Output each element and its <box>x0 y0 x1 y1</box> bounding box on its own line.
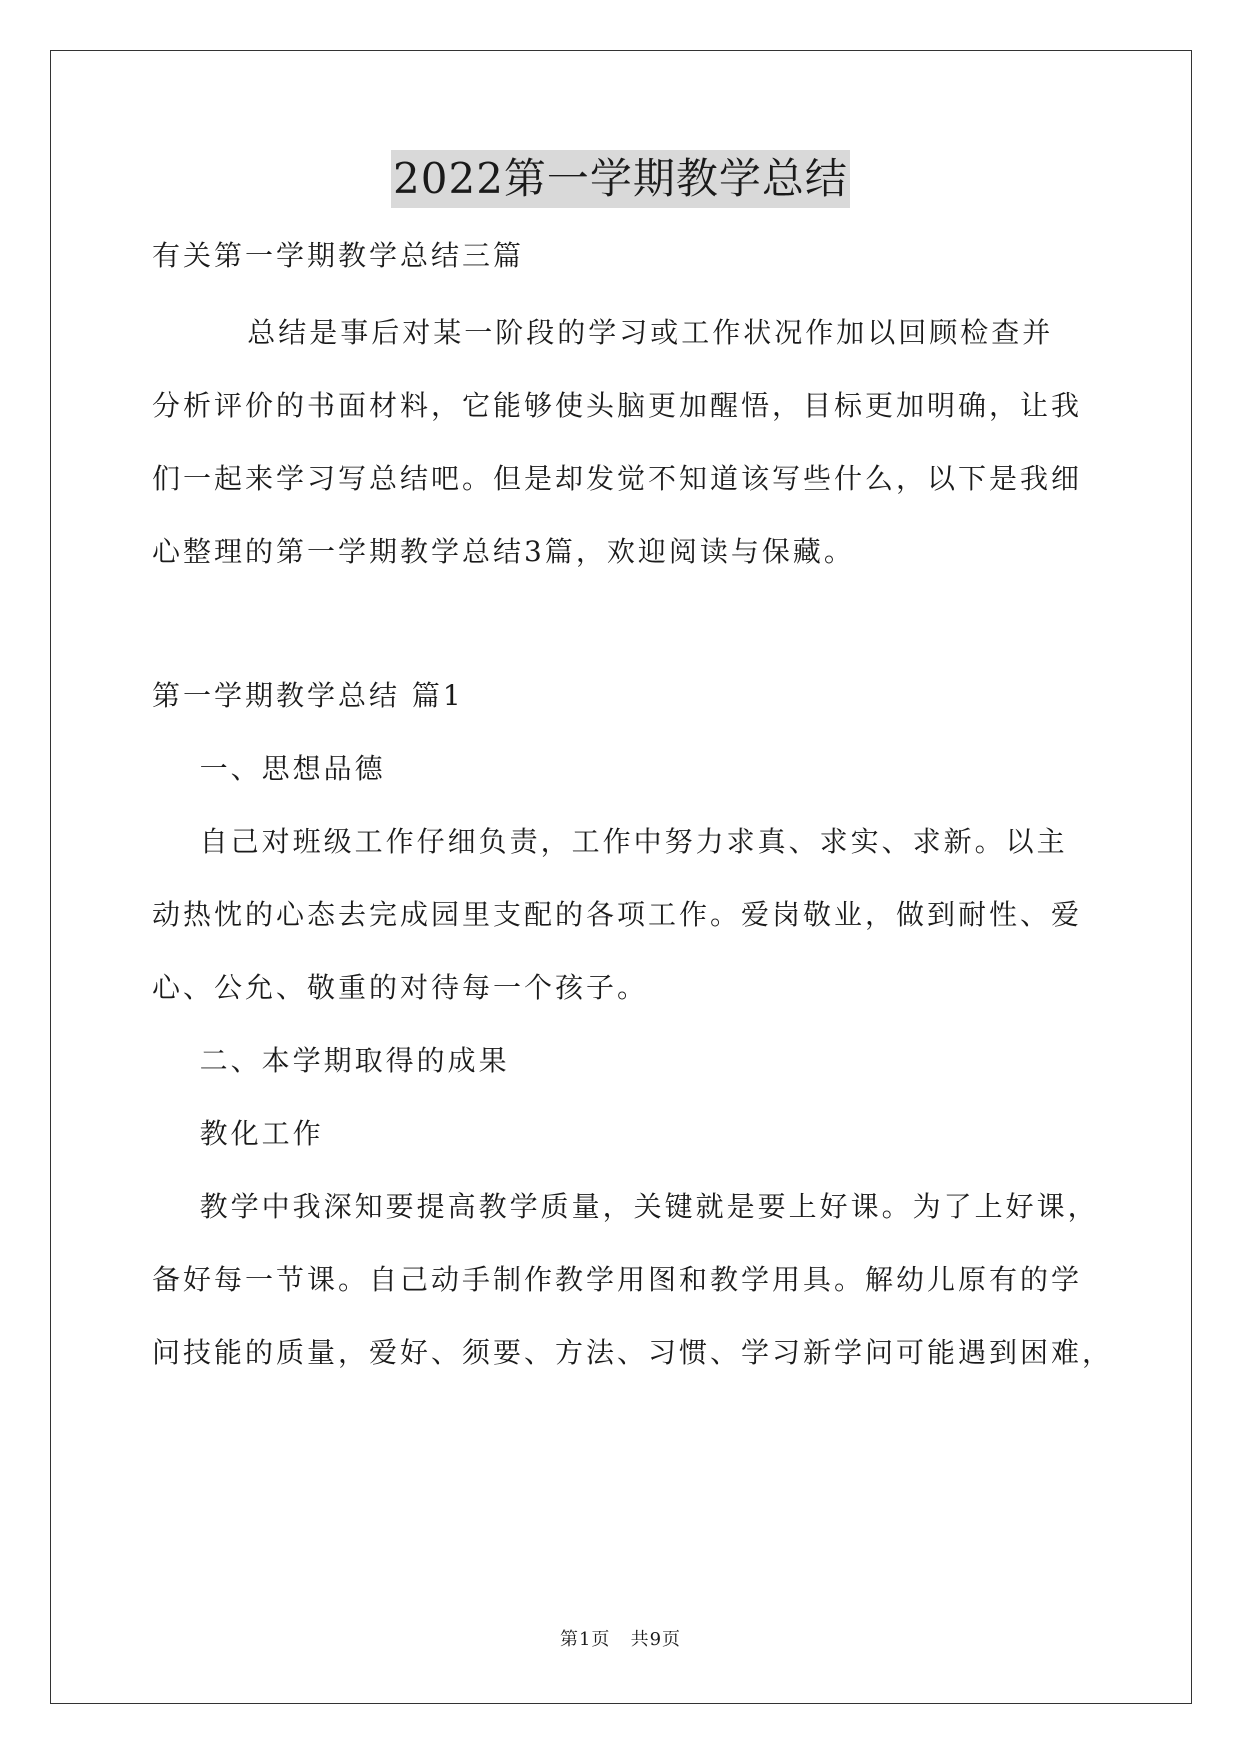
body-line: 动热忱的心态去完成园里支配的各项工作。爱岗敬业，做到耐性、爱 <box>152 898 1083 931</box>
body-line: 自己对班级工作仔细负责，工作中努力求真、求实、求新。以主 <box>152 825 1068 858</box>
page-footer <box>0 1628 1241 1652</box>
document-title-text: 2022第一学期教学总结 <box>391 150 850 208</box>
body-line: 备好每一节课。自己动手制作教学用图和教学用具。解幼儿原有的学 <box>152 1263 1083 1296</box>
subsection-heading: 教化工作 <box>152 1117 324 1150</box>
subsection-heading: 一、思想品德 <box>152 752 386 785</box>
body-line: 问技能的质量，爱好、须要、方法、习惯、学习新学问可能遇到困难， <box>152 1336 1114 1369</box>
section-heading: 第一学期教学总结 篇1 <box>152 679 464 712</box>
page-border <box>50 50 1192 1704</box>
body-line: 心整理的第一学期教学总结3篇，欢迎阅读与保藏。 <box>152 535 855 568</box>
page-number-text: 第1页 共9页 <box>559 1629 682 1650</box>
body-line: 教学中我深知要提高教学质量，关键就是要上好课。为了上好课， <box>152 1190 1099 1223</box>
document-title <box>0 150 1241 208</box>
subsection-heading: 二、本学期取得的成果 <box>152 1044 510 1077</box>
body-line: 心、公允、敬重的对待每一个孩子。 <box>152 971 649 1004</box>
subtitle-line: 有关第一学期教学总结三篇 <box>152 239 525 272</box>
body-line: 总结是事后对某一阶段的学习或工作状况作加以回顾检查并 <box>152 316 1054 349</box>
body-line: 们一起来学习写总结吧。但是却发觉不知道该写些什么，以下是我细 <box>152 462 1083 495</box>
body-line: 分析评价的书面材料，它能够使头脑更加醒悟，目标更加明确，让我 <box>152 389 1083 422</box>
